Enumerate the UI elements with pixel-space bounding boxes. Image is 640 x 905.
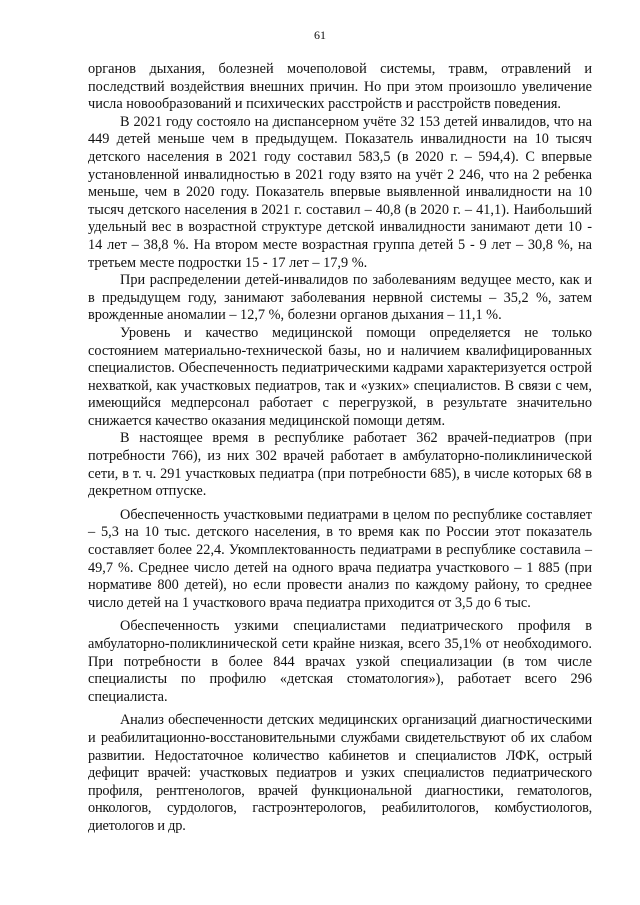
paragraph-pediatricians-count: В настоящее время в республике работает 362 врачей-педиатров (при потребности 766), из них 302 врачей работает в амбулаторно-поликлинической сети, в т. ч. 291 участковых педиатра (при потребности 685), в числе которых 68 в декретном отпуске. — [88, 430, 592, 500]
paragraph-care-quality: Уровень и качество медицинской помощи определяется не только состоянием материально-технической базы, но и наличием квалифицированных специалистов. Обеспеченность педиатрическими кадрами характеризуется острой нехваткой, как участковых педиатров, так и «узких» специалистов. В связи с чем, имеющийся медперсонал работает с перегрузкой, в результате значительно снижается качество оказания медицинской помощи детям. — [88, 324, 592, 429]
paragraph-district-pediatricians: Обеспеченность участковыми педиатрами в целом по республике составляет – 5,3 на 10 тыс. детского населения, в то время как по России этот показатель составляет более 22,4. Укомплектованность педиатрами в республике составила – 49,7 %. Среднее число детей на одного врача педиатра участкового – 1 885 (при нормативе 800 детей), но если провести анализ по каждому району, то среднее число детей на 1 участкового врача педиатра приходится от 3,5 до 6 тыс. — [88, 506, 592, 611]
paragraph-disease-distribution: При распределении детей-инвалидов по заболеваниям ведущее место, как и в предыдущем году, занимают заболевания нервной системы – 35,2 %, затем врожденные аномалии – 12,7 %, болезни органов дыхания – 11,1 %. — [88, 272, 592, 324]
paragraph-specialists: Обеспеченность узкими специалистами педиатрического профиля в амбулаторно-поликлинической сети крайне низкая, всего 35,1% от необходимого. При потребности в более 844 врачах узкой специализации (в том числе специалисты по профилю «детская стоматология»), работает всего 296 специалиста. — [88, 618, 592, 705]
page-number: 61 — [314, 28, 326, 42]
paragraph-continued-causes: органов дыхания, болезней мочеполовой системы, травм, отравлений и последствий воздействия внешних причин. Но при этом произошло увеличение числа новообразований и психических расстройств и расстройств поведения. — [88, 61, 592, 113]
paragraph-diagnostic-services: Анализ обеспеченности детских медицинских организаций диагностическими и реабилитационно-восстановительными службами свидетельствуют об их слабом развитии. Недостаточное количество кабинетов и специалистов ЛФК, острый дефицит врачей: участковых педиатров и узких специалистов педиатрического профиля, рентгенологов, врачей функциональной диагностики, гематологов, онкологов, сурдологов, гастроэнтерологов, реабилитологов, комбустиологов, диетологов и др. — [88, 712, 592, 834]
body-text — [88, 61, 592, 836]
paragraph-disabled-children-2021: В 2021 году состояло на диспансерном учёте 32 153 детей инвалидов, что на 449 детей меньше чем в предыдущем. Показатель инвалидности на 10 тысяч детского населения в 2021 году составил 583,5 (в 2020 г. – 594,4). С впервые установленной инвалидностью в 2021 году взято на учёт 2 246, что на 2 ребенка меньше, чем в 2020 году. Показатель впервые выявленной инвалидности на 10 тысяч детского населения в 2021 г. составил – 40,8 (в 2020 г. – 41,1). Наибольший удельный вес в возрастной структуре детской инвалидности занимают дети 10 - 14 лет – 38,8 %. На втором месте возрастная группа детей 5 - 9 лет – 30,8 %, на третьем месте подростки 15 - 17 лет – 17,9 %. — [88, 113, 592, 271]
